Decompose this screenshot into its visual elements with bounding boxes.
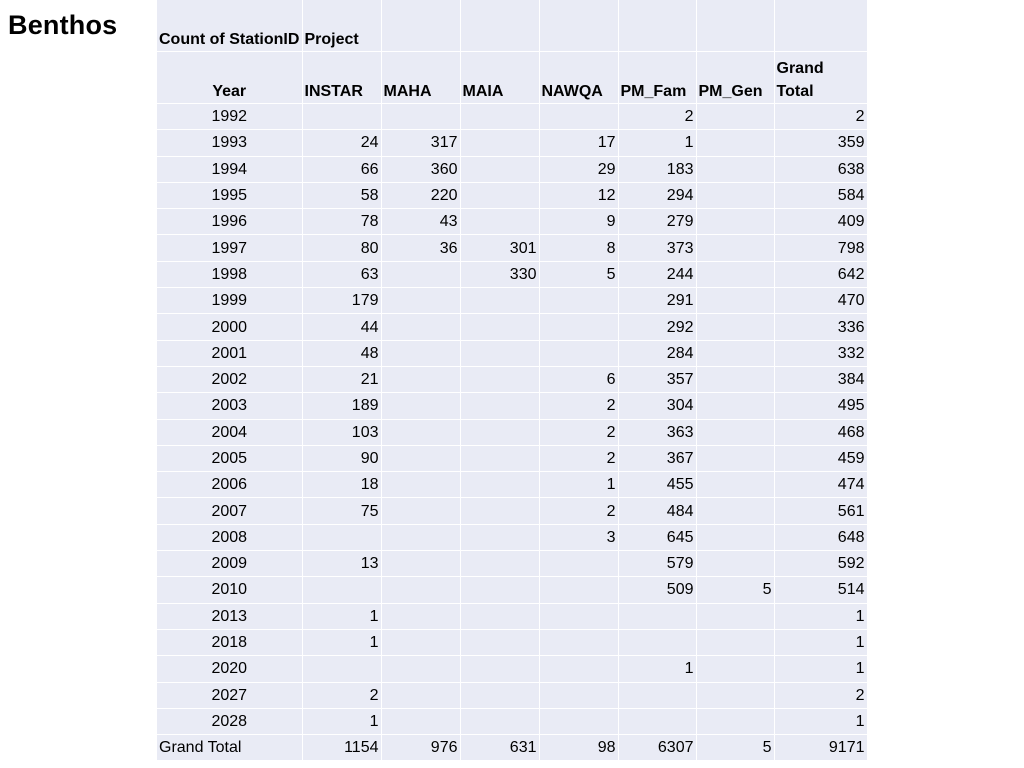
table-cell [381, 314, 460, 340]
table-cell [302, 524, 381, 550]
table-cell [460, 656, 539, 682]
table-row [157, 314, 867, 340]
table-cell [618, 682, 696, 708]
row-year-label: 1998 [157, 261, 302, 287]
table-cell [696, 603, 774, 629]
table-cell [696, 498, 774, 524]
table-cell [302, 656, 381, 682]
row-year-label: 2018 [157, 629, 302, 655]
table-cell: 78 [302, 209, 381, 235]
table-cell [460, 130, 539, 156]
table-cell: 244 [618, 261, 696, 287]
table-cell: 292 [618, 314, 696, 340]
table-cell [381, 288, 460, 314]
table-cell [539, 340, 618, 366]
table-cell: 1 [774, 708, 867, 734]
row-year-label: 2005 [157, 445, 302, 471]
table-cell: 1 [774, 656, 867, 682]
row-year-label: 2003 [157, 393, 302, 419]
table-cell: 373 [618, 235, 696, 261]
table-cell: 36 [381, 235, 460, 261]
row-year-label: 2000 [157, 314, 302, 340]
table-cell [460, 577, 539, 603]
table-cell: 18 [302, 472, 381, 498]
empty-cell [618, 0, 696, 52]
table-row [157, 104, 867, 130]
table-cell [696, 235, 774, 261]
empty-cell [460, 0, 539, 52]
table-cell [460, 156, 539, 182]
table-row [157, 182, 867, 208]
column-header: PM_Gen [696, 52, 774, 104]
table-cell: 514 [774, 577, 867, 603]
table-cell: 2 [539, 419, 618, 445]
row-year-label: 2001 [157, 340, 302, 366]
table-cell [381, 445, 460, 471]
table-cell: 2 [539, 393, 618, 419]
table-cell: 1 [774, 629, 867, 655]
table-row [157, 419, 867, 445]
table-cell: 1 [302, 603, 381, 629]
table-row [157, 577, 867, 603]
table-cell: 6 [539, 366, 618, 392]
table-cell [302, 577, 381, 603]
table-cell [696, 261, 774, 287]
table-cell: 474 [774, 472, 867, 498]
table-cell: 5 [696, 577, 774, 603]
table-cell: 2 [774, 104, 867, 130]
table-cell: 2 [618, 104, 696, 130]
pivot-table [157, 0, 868, 760]
table-cell [696, 445, 774, 471]
grand-total-row [157, 735, 867, 761]
empty-cell [381, 0, 460, 52]
table-cell: 509 [618, 577, 696, 603]
table-cell: 75 [302, 498, 381, 524]
empty-cell [774, 0, 867, 52]
table-cell [696, 524, 774, 550]
table-cell: 1 [539, 472, 618, 498]
table-cell [460, 419, 539, 445]
table-cell: 642 [774, 261, 867, 287]
table-cell [381, 393, 460, 419]
table-row [157, 498, 867, 524]
table-cell: 455 [618, 472, 696, 498]
table-row [157, 235, 867, 261]
table-cell [696, 551, 774, 577]
table-cell [696, 156, 774, 182]
table-row [157, 393, 867, 419]
table-cell [460, 551, 539, 577]
row-year-label: 2008 [157, 524, 302, 550]
table-cell: 468 [774, 419, 867, 445]
table-cell [381, 603, 460, 629]
table-cell [381, 708, 460, 734]
table-cell [696, 629, 774, 655]
table-row [157, 524, 867, 550]
table-row [157, 209, 867, 235]
table-cell [539, 708, 618, 734]
grand-total-cell: 631 [460, 735, 539, 761]
row-year-label: 2028 [157, 708, 302, 734]
table-cell: 5 [539, 261, 618, 287]
table-row [157, 708, 867, 734]
table-cell: 2 [539, 445, 618, 471]
row-year-label: 1995 [157, 182, 302, 208]
table-cell [539, 603, 618, 629]
table-cell: 63 [302, 261, 381, 287]
grand-total-cell: 976 [381, 735, 460, 761]
table-cell: 304 [618, 393, 696, 419]
table-cell: 21 [302, 366, 381, 392]
table-cell [539, 288, 618, 314]
table-cell: 48 [302, 340, 381, 366]
table-cell: 584 [774, 182, 867, 208]
grand-total-label: Grand Total [157, 735, 302, 761]
row-year-label: 2006 [157, 472, 302, 498]
table-cell: 360 [381, 156, 460, 182]
table-cell: 367 [618, 445, 696, 471]
table-cell [696, 419, 774, 445]
table-cell [460, 209, 539, 235]
table-cell [302, 104, 381, 130]
table-cell [696, 366, 774, 392]
table-cell: 301 [460, 235, 539, 261]
table-cell: 332 [774, 340, 867, 366]
table-cell [696, 340, 774, 366]
table-cell [618, 629, 696, 655]
column-header: MAIA [460, 52, 539, 104]
column-header: NAWQA [539, 52, 618, 104]
table-cell [381, 419, 460, 445]
table-cell: 2 [774, 682, 867, 708]
table-cell [381, 340, 460, 366]
table-cell [381, 104, 460, 130]
table-cell [381, 682, 460, 708]
table-cell: 579 [618, 551, 696, 577]
table-cell [381, 366, 460, 392]
table-row [157, 130, 867, 156]
table-cell [696, 130, 774, 156]
table-cell [539, 314, 618, 340]
table-cell: 330 [460, 261, 539, 287]
table-cell [460, 708, 539, 734]
table-cell: 3 [539, 524, 618, 550]
empty-cell [696, 0, 774, 52]
row-year-label: 1997 [157, 235, 302, 261]
table-row [157, 603, 867, 629]
table-cell: 103 [302, 419, 381, 445]
table-cell: 638 [774, 156, 867, 182]
table-row [157, 366, 867, 392]
table-cell: 220 [381, 182, 460, 208]
table-cell: 284 [618, 340, 696, 366]
table-cell [381, 577, 460, 603]
table-cell: 363 [618, 419, 696, 445]
table-row [157, 261, 867, 287]
table-cell: 648 [774, 524, 867, 550]
table-cell: 183 [618, 156, 696, 182]
table-cell [460, 314, 539, 340]
table-cell: 179 [302, 288, 381, 314]
row-year-label: 2009 [157, 551, 302, 577]
table-cell [460, 340, 539, 366]
column-field-label[interactable]: Project [302, 0, 381, 52]
column-header: INSTAR [302, 52, 381, 104]
table-cell [696, 314, 774, 340]
table-cell [381, 498, 460, 524]
row-year-label: 1994 [157, 156, 302, 182]
table-cell [381, 524, 460, 550]
table-cell: 484 [618, 498, 696, 524]
table-cell: 2 [539, 498, 618, 524]
slide-title: Benthos [8, 10, 118, 40]
corner-label: Count of StationID [157, 0, 302, 52]
table-cell [696, 682, 774, 708]
table-cell: 317 [381, 130, 460, 156]
column-header: MAHA [381, 52, 460, 104]
table-cell [539, 682, 618, 708]
header-row-columns [157, 52, 867, 104]
table-cell: 90 [302, 445, 381, 471]
header-row-fields [157, 0, 867, 52]
table-row [157, 656, 867, 682]
table-cell: 592 [774, 551, 867, 577]
table-cell: 13 [302, 551, 381, 577]
row-year-label: 2013 [157, 603, 302, 629]
table-cell [696, 393, 774, 419]
row-year-label: 1993 [157, 130, 302, 156]
table-cell: 17 [539, 130, 618, 156]
table-cell [381, 629, 460, 655]
table-cell [696, 182, 774, 208]
row-year-label: 1999 [157, 288, 302, 314]
grand-total-cell: 98 [539, 735, 618, 761]
table-cell: 279 [618, 209, 696, 235]
table-cell [460, 445, 539, 471]
table-cell: 291 [618, 288, 696, 314]
grand-total-cell: 9171 [774, 735, 867, 761]
table-cell [460, 182, 539, 208]
table-cell: 459 [774, 445, 867, 471]
table-cell: 470 [774, 288, 867, 314]
table-cell [696, 209, 774, 235]
table-cell [460, 603, 539, 629]
table-cell: 384 [774, 366, 867, 392]
table-cell [460, 366, 539, 392]
table-row [157, 472, 867, 498]
row-field-label[interactable]: Year [157, 52, 302, 104]
table-cell: 58 [302, 182, 381, 208]
table-cell: 29 [539, 156, 618, 182]
table-cell [460, 524, 539, 550]
table-cell: 1 [302, 708, 381, 734]
table-cell [539, 577, 618, 603]
grand-total-cell: 5 [696, 735, 774, 761]
table-cell: 561 [774, 498, 867, 524]
table-cell [460, 629, 539, 655]
table-cell: 645 [618, 524, 696, 550]
table-cell [539, 104, 618, 130]
column-header: Grand Total [774, 52, 867, 104]
table-cell: 357 [618, 366, 696, 392]
table-cell [381, 551, 460, 577]
table-cell: 9 [539, 209, 618, 235]
table-cell: 359 [774, 130, 867, 156]
table-cell [460, 498, 539, 524]
table-cell [460, 104, 539, 130]
row-year-label: 2004 [157, 419, 302, 445]
table-cell [696, 656, 774, 682]
table-cell [381, 261, 460, 287]
table-cell [618, 603, 696, 629]
table-cell [539, 551, 618, 577]
table-cell: 1 [774, 603, 867, 629]
table-cell [381, 472, 460, 498]
table-cell: 2 [302, 682, 381, 708]
row-year-label: 1996 [157, 209, 302, 235]
table-cell: 80 [302, 235, 381, 261]
table-row [157, 156, 867, 182]
table-cell: 1 [618, 656, 696, 682]
table-cell [696, 708, 774, 734]
table-row [157, 682, 867, 708]
table-cell: 8 [539, 235, 618, 261]
table-cell: 336 [774, 314, 867, 340]
row-year-label: 2002 [157, 366, 302, 392]
table-row [157, 288, 867, 314]
table-cell [539, 629, 618, 655]
empty-cell [539, 0, 618, 52]
table-cell [539, 656, 618, 682]
grand-total-cell: 6307 [618, 735, 696, 761]
row-year-label: 2020 [157, 656, 302, 682]
table-cell [696, 104, 774, 130]
table-cell [460, 288, 539, 314]
table-row [157, 445, 867, 471]
table-cell: 43 [381, 209, 460, 235]
table-cell: 294 [618, 182, 696, 208]
row-year-label: 2027 [157, 682, 302, 708]
row-year-label: 2010 [157, 577, 302, 603]
table-cell: 12 [539, 182, 618, 208]
table-cell [696, 472, 774, 498]
table-cell: 24 [302, 130, 381, 156]
table-cell: 495 [774, 393, 867, 419]
row-year-label: 2007 [157, 498, 302, 524]
table-cell: 1 [618, 130, 696, 156]
table-cell [460, 682, 539, 708]
table-cell [460, 393, 539, 419]
table-cell [381, 656, 460, 682]
row-year-label: 1992 [157, 104, 302, 130]
column-header: PM_Fam [618, 52, 696, 104]
table-cell [618, 708, 696, 734]
table-cell: 1 [302, 629, 381, 655]
table-cell: 189 [302, 393, 381, 419]
table-cell: 409 [774, 209, 867, 235]
table-row [157, 551, 867, 577]
grand-total-cell: 1154 [302, 735, 381, 761]
table-cell [460, 472, 539, 498]
table-cell: 66 [302, 156, 381, 182]
table-row [157, 629, 867, 655]
table-row [157, 340, 867, 366]
table-cell: 798 [774, 235, 867, 261]
table-cell [696, 288, 774, 314]
table-cell: 44 [302, 314, 381, 340]
